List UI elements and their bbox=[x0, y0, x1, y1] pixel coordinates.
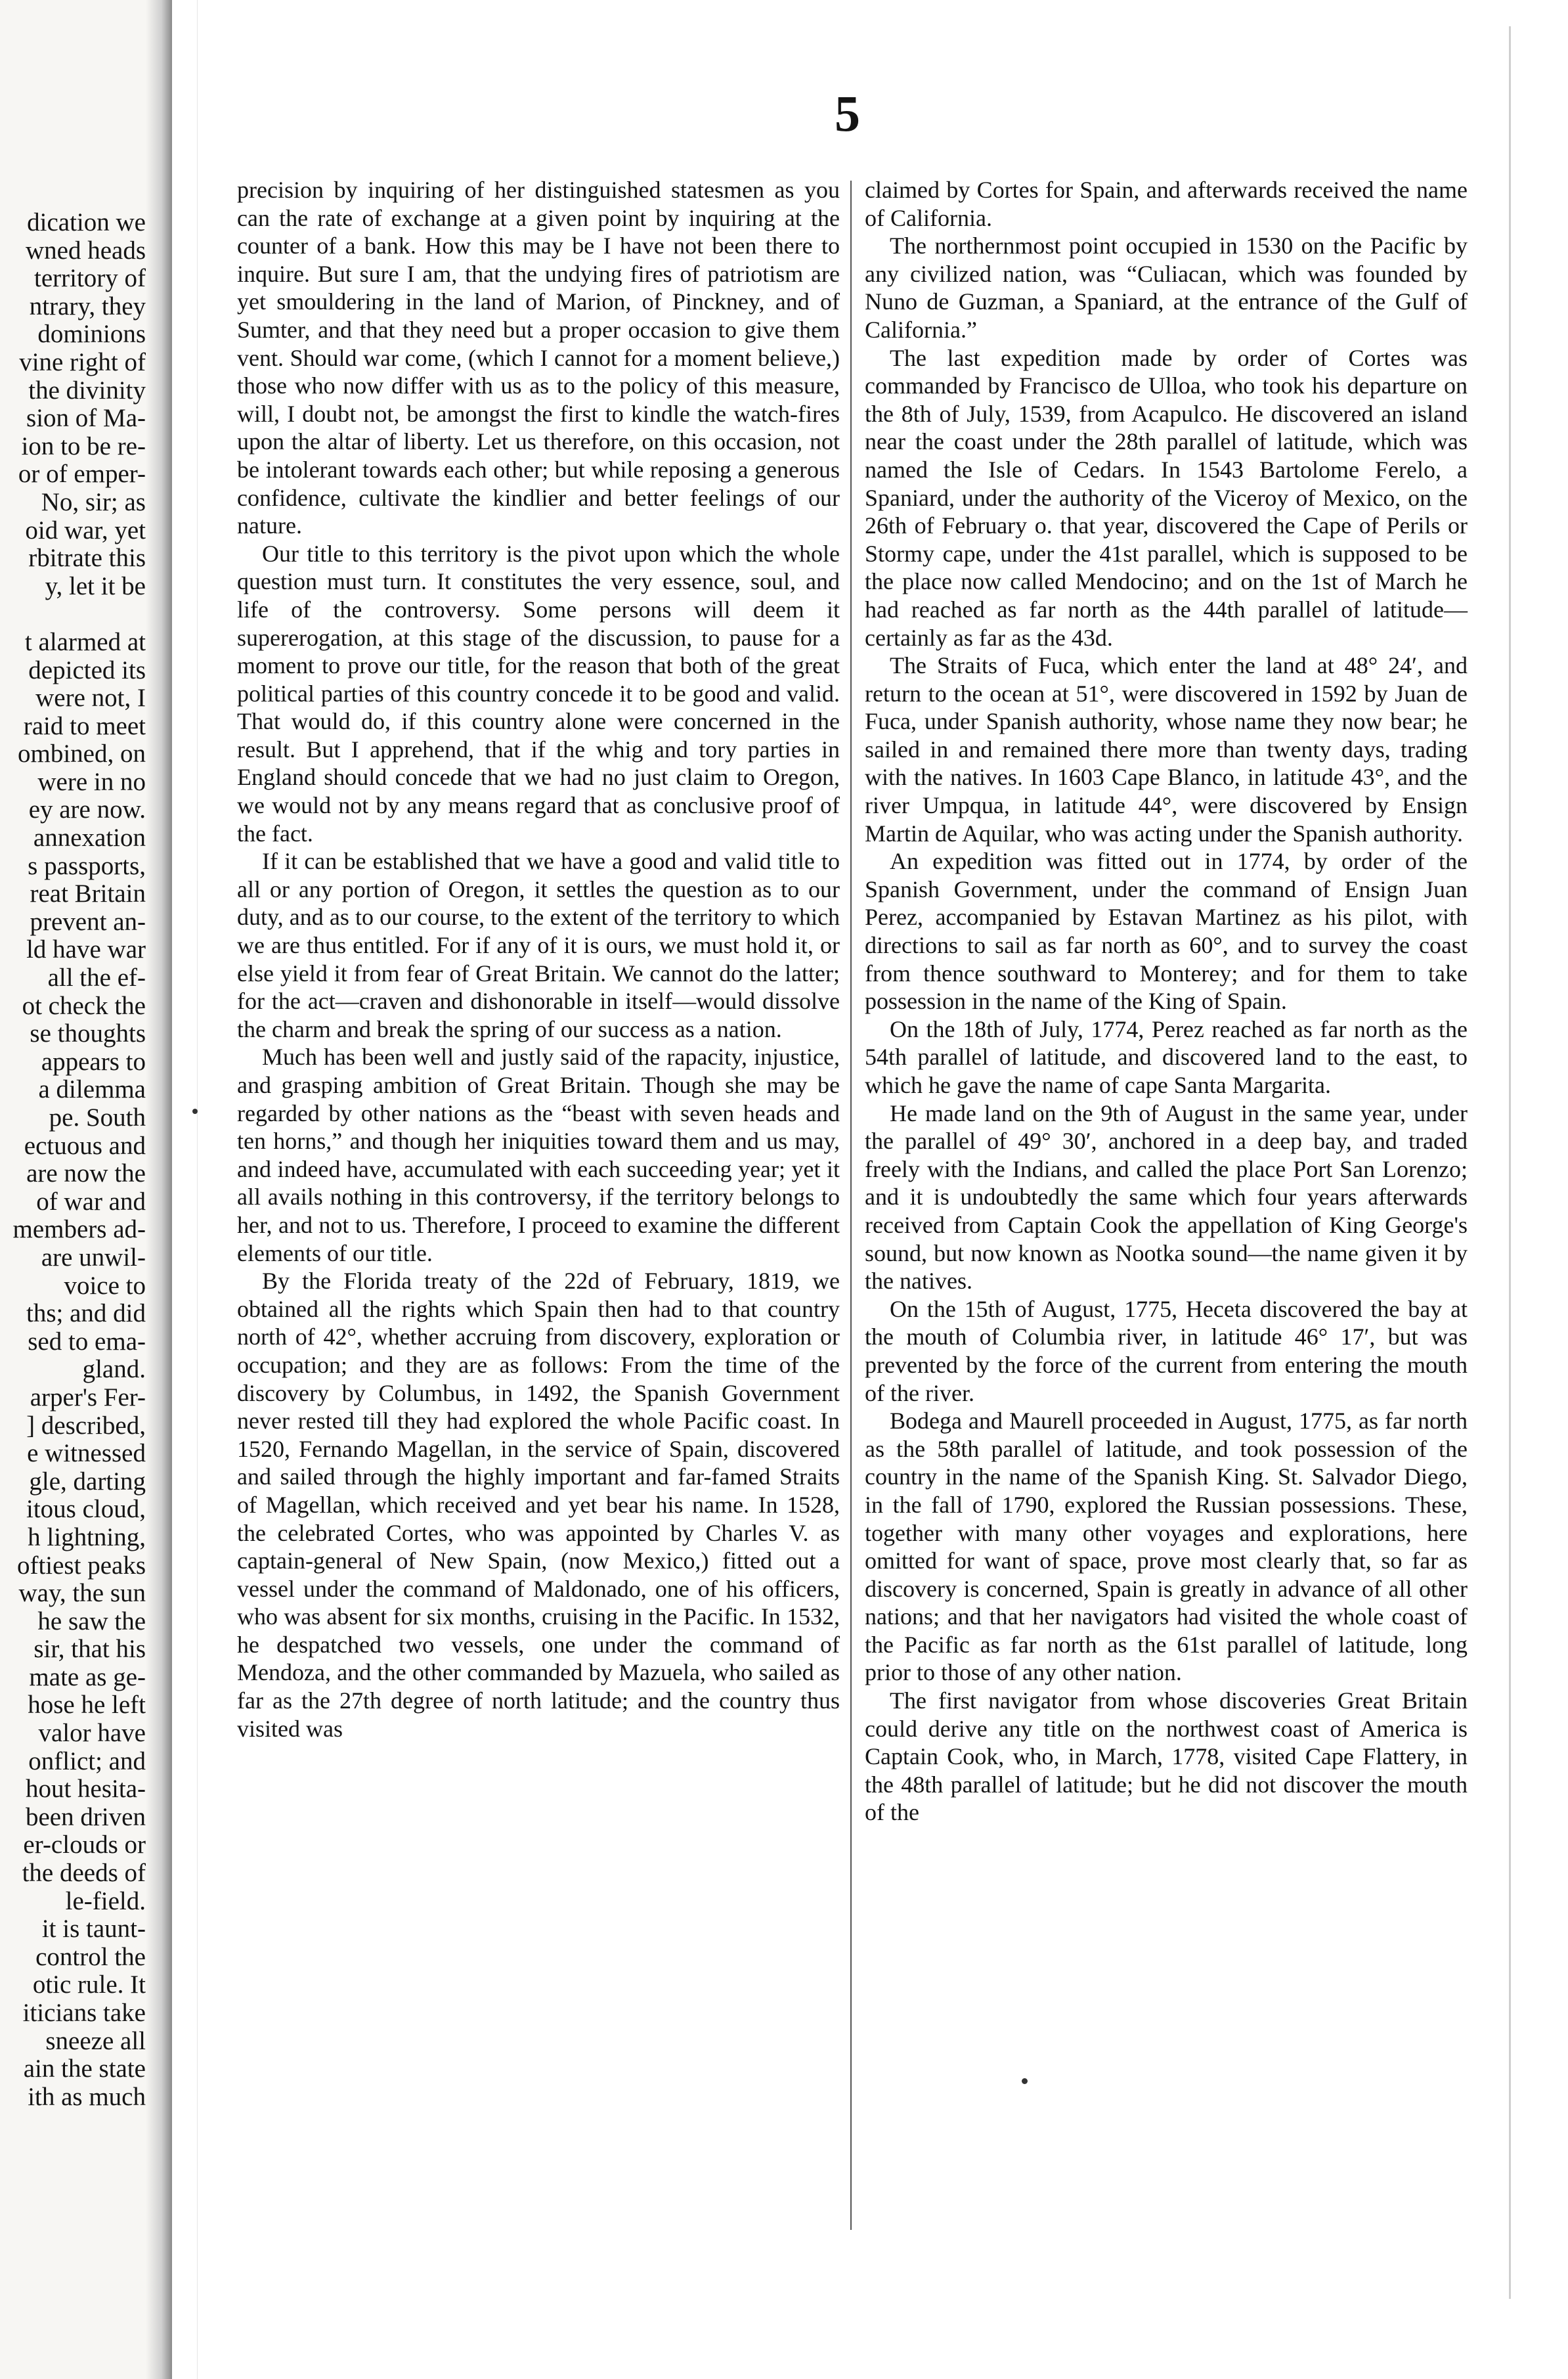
previous-page-line: hose he left bbox=[28, 1691, 146, 1720]
margin-mark bbox=[192, 1109, 198, 1114]
previous-page-line: were in no bbox=[37, 767, 146, 796]
previous-page-line: sed to ema- bbox=[28, 1327, 146, 1356]
previous-page-line: depicted its bbox=[28, 656, 146, 684]
paragraph: The Straits of Fuca, which enter the land at 48° 24′, and return to the ocean at 51°, were discovered in 1592 by Juan de Fuca, under Spanish authority, whose name they now bear; he sailed in and remained there more than twenty days, trading with the natives. In 1603 Cape Blanco, in latitude 43°, and the river Umpqua, in latitude 44°, were discovered by Ensign Martin de Aquilar, who was acting under the Spanish authority. bbox=[865, 652, 1468, 847]
previous-page-line: s passports, bbox=[28, 851, 146, 880]
paragraph: On the 18th of July, 1774, Perez reached as far north as the 54th parallel of latitude, and discovered land to the east, to which he gave the name of cape Santa Margarita. bbox=[865, 1015, 1468, 1098]
previous-page-line: annexation bbox=[33, 824, 146, 853]
page bbox=[197, 0, 1531, 2379]
previous-page-line: oid war, yet bbox=[25, 516, 146, 545]
previous-page-line: it is taunt- bbox=[41, 1915, 146, 1944]
previous-page-line: reat Britain bbox=[30, 879, 146, 908]
previous-page-line: vine right of bbox=[19, 347, 146, 376]
previous-page-line: ot check the bbox=[22, 991, 146, 1020]
previous-page-line: a dilemma bbox=[38, 1075, 146, 1104]
previous-page-line: way, the sun bbox=[18, 1579, 146, 1608]
paragraph: claimed by Cortes for Spain, and afterwards received the name of California. bbox=[865, 177, 1468, 231]
paragraph: Bodega and Maurell proceeded in August, 1775, as far north as the 58th parallel of latitude, and took possession of the country in the name of the Spanish King. St. Salvador Diego, in the fall of 1790, explored the Russian possessions. These, together with many other voyages and explorations, here omitted for want of space, prove most clearly that, so far as discovery is concerned, Spain is greatly in advance of all other nations; and that her navigators had visited the whole coast of the Pacific as far north as the 61st parallel of latitude, long prior to those of any other nation. bbox=[865, 1408, 1468, 1686]
previous-page-line: itous cloud, bbox=[26, 1495, 146, 1524]
previous-page-line: or of emper- bbox=[18, 460, 146, 489]
previous-page-line: were not, I bbox=[35, 684, 146, 713]
page-edge-rule bbox=[1509, 26, 1511, 2299]
previous-page-line: hout hesita- bbox=[25, 1775, 146, 1804]
paragraph: An expedition was fitted out in 1774, by order of the Spanish Government, under the command of Ensign Juan Perez, accompanied by Estavan Martinez as his pilot, with directions to sail as far north as 60°, and to survey the coast from thence southward to Monterey; and for them to take possession in the name of the King of Spain. bbox=[865, 848, 1468, 1015]
previous-page-line: oftiest peaks bbox=[16, 1551, 146, 1580]
previous-page-line: sion of Ma- bbox=[26, 404, 146, 433]
paragraph: precision by inquiring of her distinguished statesmen as you can the rate of exchange at a given point by inquiring at the counter of a bank. How this may be I have not been there to inquire. But sure I am, that the undying fires of patriotism are yet smouldering in the land of Marion, of Pinckney, and of Sumter, and that they need but a proper occasion to give them vent. Should war come, (which I cannot for a moment believe,) those who now differ with us as to the policy of this measure, will, I doubt not, be amongst the first to kindle the watch-fires upon the altar of liberty. Let us therefore, on this occasion, not be intolerant towards each other; but while reposing a generous confidence, cultivate the kindlier and better feelings of our nature. bbox=[237, 177, 840, 539]
previous-page-line: wned heads bbox=[25, 236, 146, 265]
previous-page-line: t alarmed at bbox=[24, 627, 146, 656]
previous-page-line: are now the bbox=[26, 1159, 146, 1188]
previous-page-line: prevent an- bbox=[30, 907, 146, 936]
previous-page-line: mate as ge- bbox=[29, 1662, 146, 1691]
previous-page-line: ntrary, they bbox=[29, 292, 146, 321]
paragraph: He made land on the 9th of August in the same year, under the parallel of 49° 30′, anchored in a deep bay, and traded freely with the Indians, and called the place Port San Lorenzo; and it is undoubtedly the same which four years afterwards received from Captain Cook the appellation of King George's sound, but now known as Nootka sound—the name given it by the natives. bbox=[865, 1100, 1468, 1295]
paragraph: On the 15th of August, 1775, Heceta discovered the bay at the mouth of Columbia river, in latitude 46° 17′, but was prevented by the force of the current from entering the mouth of the river. bbox=[865, 1295, 1468, 1406]
paragraph: Our title to this territory is the pivot upon which the whole question must turn. It constitutes the very essence, soul, and life of the controversy. Some persons will deem it supererogation, at this stage of the discussion, to pause for a moment to prove our title, for the reason that both of the great political parties of this country concede it to be good and valid. That would do, if this country alone were concerned in the result. But I apprehend, that if the whig and tory parties in England should concede that we had no just claim to Oregon, we would not by any means regard that as conclusive proof of the fact. bbox=[237, 540, 840, 847]
previous-page-line: territory of bbox=[33, 264, 146, 293]
previous-page-line: le-field. bbox=[65, 1886, 146, 1915]
previous-page-line: arper's Fer- bbox=[30, 1383, 146, 1412]
previous-page-line: the deeds of bbox=[22, 1859, 146, 1888]
previous-page-line: appears to bbox=[41, 1047, 146, 1076]
previous-page-line: are unwil- bbox=[41, 1243, 146, 1272]
previous-page-line: the divinity bbox=[28, 376, 146, 405]
previous-page-line: ion to be re- bbox=[21, 432, 146, 460]
paragraph: The first navigator from whose discoveries Great Britain could derive any title on the northwest coast of America is Captain Cook, who, in March, 1778, visited Cape Flattery, in the 48th parallel of latitude; but he did not discover the mouth of the bbox=[865, 1687, 1468, 1826]
previous-page-line: control the bbox=[35, 1942, 146, 1971]
previous-page-line: sneeze all bbox=[45, 2026, 146, 2055]
previous-page-line: y, let it be bbox=[45, 571, 146, 600]
previous-page-line: ombined, on bbox=[18, 740, 146, 768]
previous-page-line: iticians take bbox=[22, 1999, 146, 2027]
page-gutter-shadow bbox=[146, 0, 172, 2379]
previous-page-line: been driven bbox=[25, 1802, 146, 1831]
previous-page-line: e witnessed bbox=[27, 1439, 146, 1468]
previous-page-line: raid to meet bbox=[23, 711, 146, 740]
right-column bbox=[865, 176, 1468, 1827]
previous-page-line: pe. South bbox=[49, 1103, 146, 1132]
previous-page-line: valor have bbox=[38, 1719, 146, 1748]
previous-page-text bbox=[12, 209, 146, 2111]
paragraph: The last expedition made by order of Cortes was commanded by Francisco de Ulloa, who took his departure on the 8th of July, 1539, from Acapulco. He discovered an island near the coast under the 28th parallel of latitude, which was named the Isle of Cedars. In 1543 Bartolome Ferelo, a Spaniard, under the authority of the Viceroy of Mexico, on the 26th of February o. that year, discovered the Cape of Perils or Stormy cape, under the 41st parallel, which is supposed to be the place now called Mendocino; and on the 1st of March he had reached as far north as the 44th parallel of latitude—certainly as far as the 43d. bbox=[865, 344, 1468, 651]
previous-page-line: dominions bbox=[37, 320, 146, 349]
previous-page-line: otic rule. It bbox=[32, 1970, 146, 1999]
previous-page-line: ey are now. bbox=[28, 795, 146, 824]
previous-page-line: h lightning, bbox=[28, 1523, 146, 1551]
paragraph: By the Florida treaty of the 22d of February, 1819, we obtained all the rights which Spain then had to that country north of 42°, whether accruing from discovery, exploration or occupation; and they are as follows: From the time of the discovery by Columbus, in 1492, the Spanish Government never rested till they had explored the whole Pacific coast. In 1520, Fernando Magellan, in the service of Spain, discovered and sailed through the highly important and far-famed Straits of Magellan, which received and yet bear his name. In 1528, the celebrated Cortes, who was appointed by Charles V. as captain-general of New Spain, (now Mexico,) fitted out a vessel under the command of Maldonado, one of his officers, who was absent for six months, cruising in the Pacific. In 1532, he despatched two vessels, one under the command of Mendoza, and the other commanded by Mazuela, who sailed as far as the 27th degree of north latitude; and the country thus visited was bbox=[237, 1268, 840, 1742]
previous-page-line: No, sir; as bbox=[41, 487, 146, 516]
previous-page-line: onflict; and bbox=[28, 1746, 146, 1775]
footer-mark bbox=[1022, 2078, 1028, 2084]
previous-page-line: voice to bbox=[64, 1271, 146, 1300]
previous-page-line: he saw the bbox=[37, 1607, 146, 1635]
previous-page-line: gland. bbox=[82, 1355, 146, 1384]
previous-page-line: rbitrate this bbox=[28, 544, 146, 573]
previous-page-line: ith as much bbox=[28, 2082, 146, 2111]
column-divider bbox=[850, 181, 852, 2230]
left-column bbox=[237, 176, 840, 1743]
previous-page-line: se thoughts bbox=[30, 1019, 146, 1048]
previous-page-line bbox=[12, 600, 146, 629]
previous-page-line: gle, darting bbox=[29, 1467, 146, 1496]
previous-page-line: sir, that his bbox=[33, 1635, 146, 1664]
paragraph: If it can be established that we have a good and valid title to all or any portion of Oregon, it settles the question as to our duty, and as to our course, to the extent of the territory to which we are thus entitled. For if any of it is ours, we must hold it, or else yield it from fear of Great Britain. We cannot do the latter; for the act—craven and dishonorable in itself—would dissolve the charm and break the spring of our success as a nation. bbox=[237, 848, 840, 1042]
previous-page-line: ld have war bbox=[26, 935, 146, 964]
previous-page-line: ain the state bbox=[23, 2055, 146, 2083]
previous-page-line: ] described, bbox=[26, 1411, 146, 1440]
previous-page-edge bbox=[0, 0, 172, 2379]
paragraph: The northernmost point occupied in 1530 on the Pacific by any civilized nation, was “Culiacan, which was founded by Nuno de Guzman, a Spaniard, at the entrance of the Gulf of California.” bbox=[865, 233, 1468, 343]
previous-page-line: all the ef- bbox=[47, 964, 146, 992]
previous-page-line: of war and bbox=[36, 1187, 146, 1216]
previous-page-line: dication we bbox=[27, 208, 146, 236]
page-number: 5 bbox=[835, 85, 860, 142]
previous-page-line: er-clouds or bbox=[23, 1831, 146, 1859]
previous-page-line: ectuous and bbox=[24, 1131, 146, 1160]
previous-page-line: ths; and did bbox=[26, 1299, 146, 1328]
paragraph: Much has been well and justly said of the rapacity, injustice, and grasping ambition of Great Britain. Though she may be regarded by other nations as the “beast with seven heads and ten horns,” and though her iniquities toward them and us may, and indeed have, accumulated with each succeeding year; yet it all avails nothing in this controversy, if the territory belongs to her, and not to us. Therefore, I proceed to examine the different elements of our title. bbox=[237, 1044, 840, 1266]
previous-page-line: members ad- bbox=[12, 1215, 146, 1244]
